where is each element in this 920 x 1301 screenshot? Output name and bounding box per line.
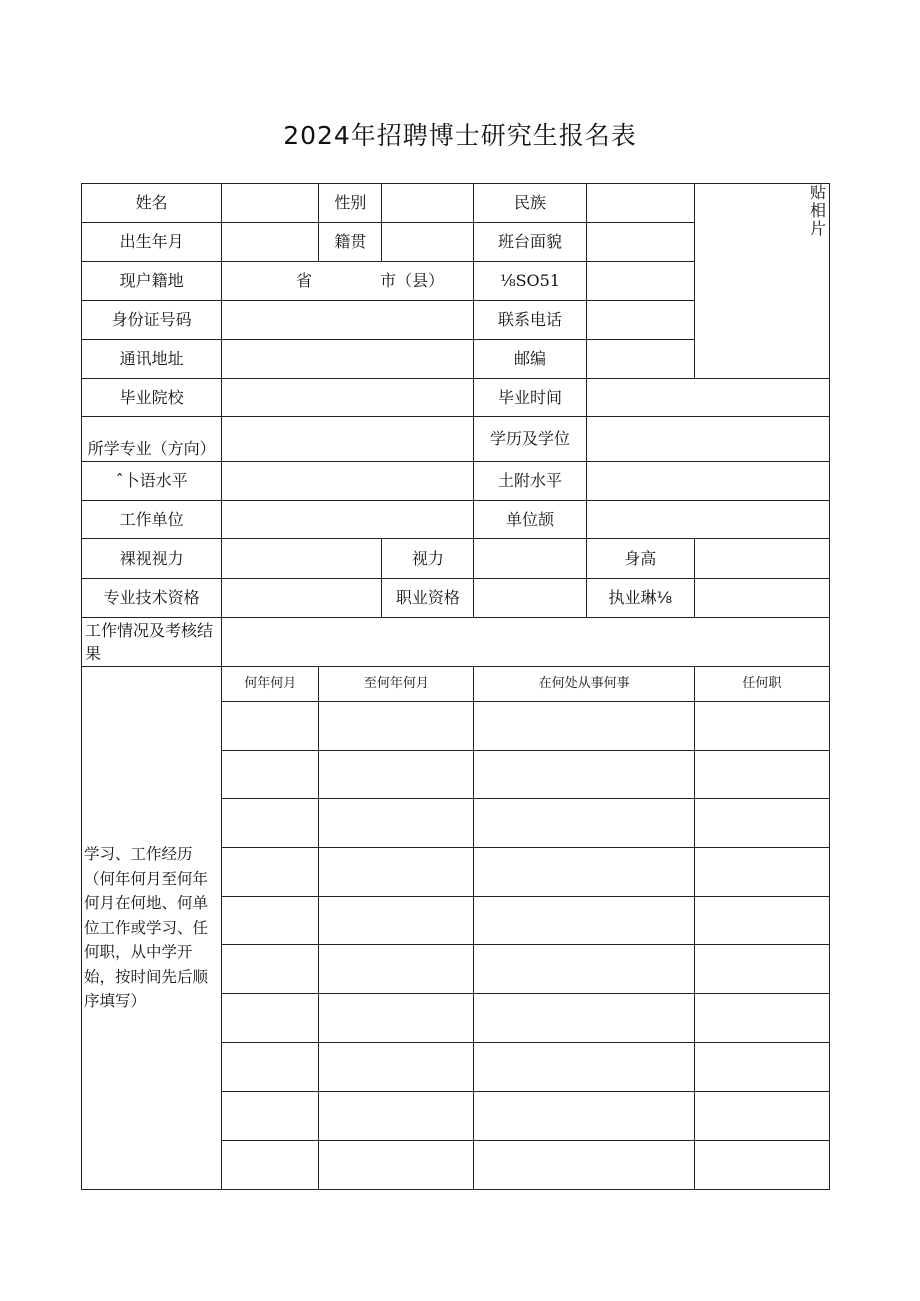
input-degree[interactable] (586, 417, 829, 462)
label-hukou: 现户籍地 (82, 262, 222, 301)
label-idno: 身份证号码 (82, 301, 222, 340)
cell-to[interactable] (319, 945, 474, 994)
header-to: 至何年何月 (319, 667, 474, 702)
input-idno[interactable] (222, 301, 474, 340)
cell-position[interactable] (694, 702, 829, 751)
cell-what[interactable] (474, 897, 694, 945)
cell-to[interactable] (319, 799, 474, 848)
input-assessment[interactable] (222, 618, 830, 667)
cell-from[interactable] (222, 1141, 319, 1190)
label-assessment: 工作情况及考核结果 (82, 618, 222, 667)
cell-from[interactable] (222, 1092, 319, 1141)
input-ethnicity[interactable] (586, 184, 694, 223)
input-hukou-extra[interactable] (586, 262, 694, 301)
cell-from[interactable] (222, 994, 319, 1043)
cell-to[interactable] (319, 897, 474, 945)
cell-to[interactable] (319, 1092, 474, 1141)
input-workplace[interactable] (222, 501, 474, 539)
cell-what[interactable] (474, 702, 694, 751)
photo-box[interactable] (694, 184, 829, 379)
cell-position[interactable] (694, 945, 829, 994)
cell-what[interactable] (474, 1141, 694, 1190)
cell-from[interactable] (222, 945, 319, 994)
cell-position[interactable] (694, 799, 829, 848)
label-naked-vision: 裸视视力 (82, 539, 222, 579)
form-title: 2024年招聘博士研究生报名表 (283, 121, 637, 150)
input-height[interactable] (694, 539, 829, 579)
input-native[interactable] (382, 223, 474, 262)
input-political[interactable] (586, 223, 694, 262)
input-vision[interactable] (474, 539, 586, 579)
cell-to[interactable] (319, 848, 474, 897)
cell-what[interactable] (474, 1092, 694, 1141)
cell-position[interactable] (694, 751, 829, 799)
label-name: 姓名 (82, 184, 222, 223)
label-major: 所学专业（方向） (82, 417, 222, 462)
input-hukou[interactable] (222, 262, 474, 301)
input-foreign[interactable] (222, 462, 474, 501)
cell-what[interactable] (474, 751, 694, 799)
input-computer[interactable] (586, 462, 829, 501)
cell-position[interactable] (694, 848, 829, 897)
cell-from[interactable] (222, 848, 319, 897)
cell-from[interactable] (222, 897, 319, 945)
label-degree: 学历及学位 (474, 417, 586, 462)
label-job-qual: 职业资格 (382, 579, 474, 618)
label-unit-title: 单位颉 (474, 501, 586, 539)
label-foreign: ˆ卜语水平 (82, 462, 222, 501)
input-major[interactable] (222, 417, 474, 462)
label-practice: 执业琳⅛ (586, 579, 694, 618)
label-gender: 性别 (319, 184, 382, 223)
cell-from[interactable] (222, 751, 319, 799)
cell-to[interactable] (319, 1141, 474, 1190)
cell-position[interactable] (694, 1043, 829, 1092)
cell-what[interactable] (474, 799, 694, 848)
input-grad-time[interactable] (586, 379, 829, 417)
label-experience: 学习、工作经历（何年何月至何年何月在何地、何单位工作或学习、任何职，从中学开始，按时间先后顺序填写） (82, 667, 222, 1190)
cell-from[interactable] (222, 1043, 319, 1092)
header-position: 任何职 (694, 667, 829, 702)
label-grad-time: 毕业时间 (474, 379, 586, 417)
label-tech: 专业技术资格 (82, 579, 222, 618)
cell-to[interactable] (319, 751, 474, 799)
label-city: 市（县） (380, 271, 445, 290)
cell-to[interactable] (319, 702, 474, 751)
cell-from[interactable] (222, 799, 319, 848)
input-postcode[interactable] (586, 340, 694, 379)
label-vision: 视力 (382, 539, 474, 579)
input-practice[interactable] (694, 579, 829, 618)
cell-position[interactable] (694, 1092, 829, 1141)
input-job-qual[interactable] (474, 579, 586, 618)
cell-position[interactable] (694, 897, 829, 945)
label-computer: 土附水平 (474, 462, 586, 501)
cell-position[interactable] (694, 994, 829, 1043)
label-photo: 贴相片 (809, 183, 826, 238)
input-phone[interactable] (586, 301, 694, 340)
label-address: 通讯地址 (82, 340, 222, 379)
header-from: 何年何月 (222, 667, 319, 702)
label-ethnicity: 民族 (474, 184, 586, 223)
registration-form-table (81, 183, 830, 1190)
input-birth[interactable] (222, 223, 319, 262)
cell-what[interactable] (474, 848, 694, 897)
input-address[interactable] (222, 340, 474, 379)
input-tech[interactable] (222, 579, 382, 618)
label-birth: 出生年月 (82, 223, 222, 262)
input-naked-vision[interactable] (222, 539, 382, 579)
cell-position[interactable] (694, 1141, 829, 1190)
label-political: 班台面貌 (474, 223, 586, 262)
label-height: 身高 (586, 539, 694, 579)
cell-what[interactable] (474, 945, 694, 994)
input-gender[interactable] (382, 184, 474, 223)
cell-to[interactable] (319, 994, 474, 1043)
label-school: 毕业院校 (82, 379, 222, 417)
label-hukou-extra: ⅛SO51 (474, 262, 586, 301)
cell-what[interactable] (474, 1043, 694, 1092)
cell-to[interactable] (319, 1043, 474, 1092)
label-native: 籍贯 (319, 223, 382, 262)
cell-what[interactable] (474, 994, 694, 1043)
label-phone: 联系电话 (474, 301, 586, 340)
header-what: 在何处从事何事 (474, 667, 694, 702)
label-workplace: 工作单位 (82, 501, 222, 539)
label-postcode: 邮编 (474, 340, 586, 379)
input-school[interactable] (222, 379, 474, 417)
input-name[interactable] (222, 184, 319, 223)
input-unit-title[interactable] (586, 501, 829, 539)
cell-from[interactable] (222, 702, 319, 751)
label-province: 省 (296, 271, 313, 290)
